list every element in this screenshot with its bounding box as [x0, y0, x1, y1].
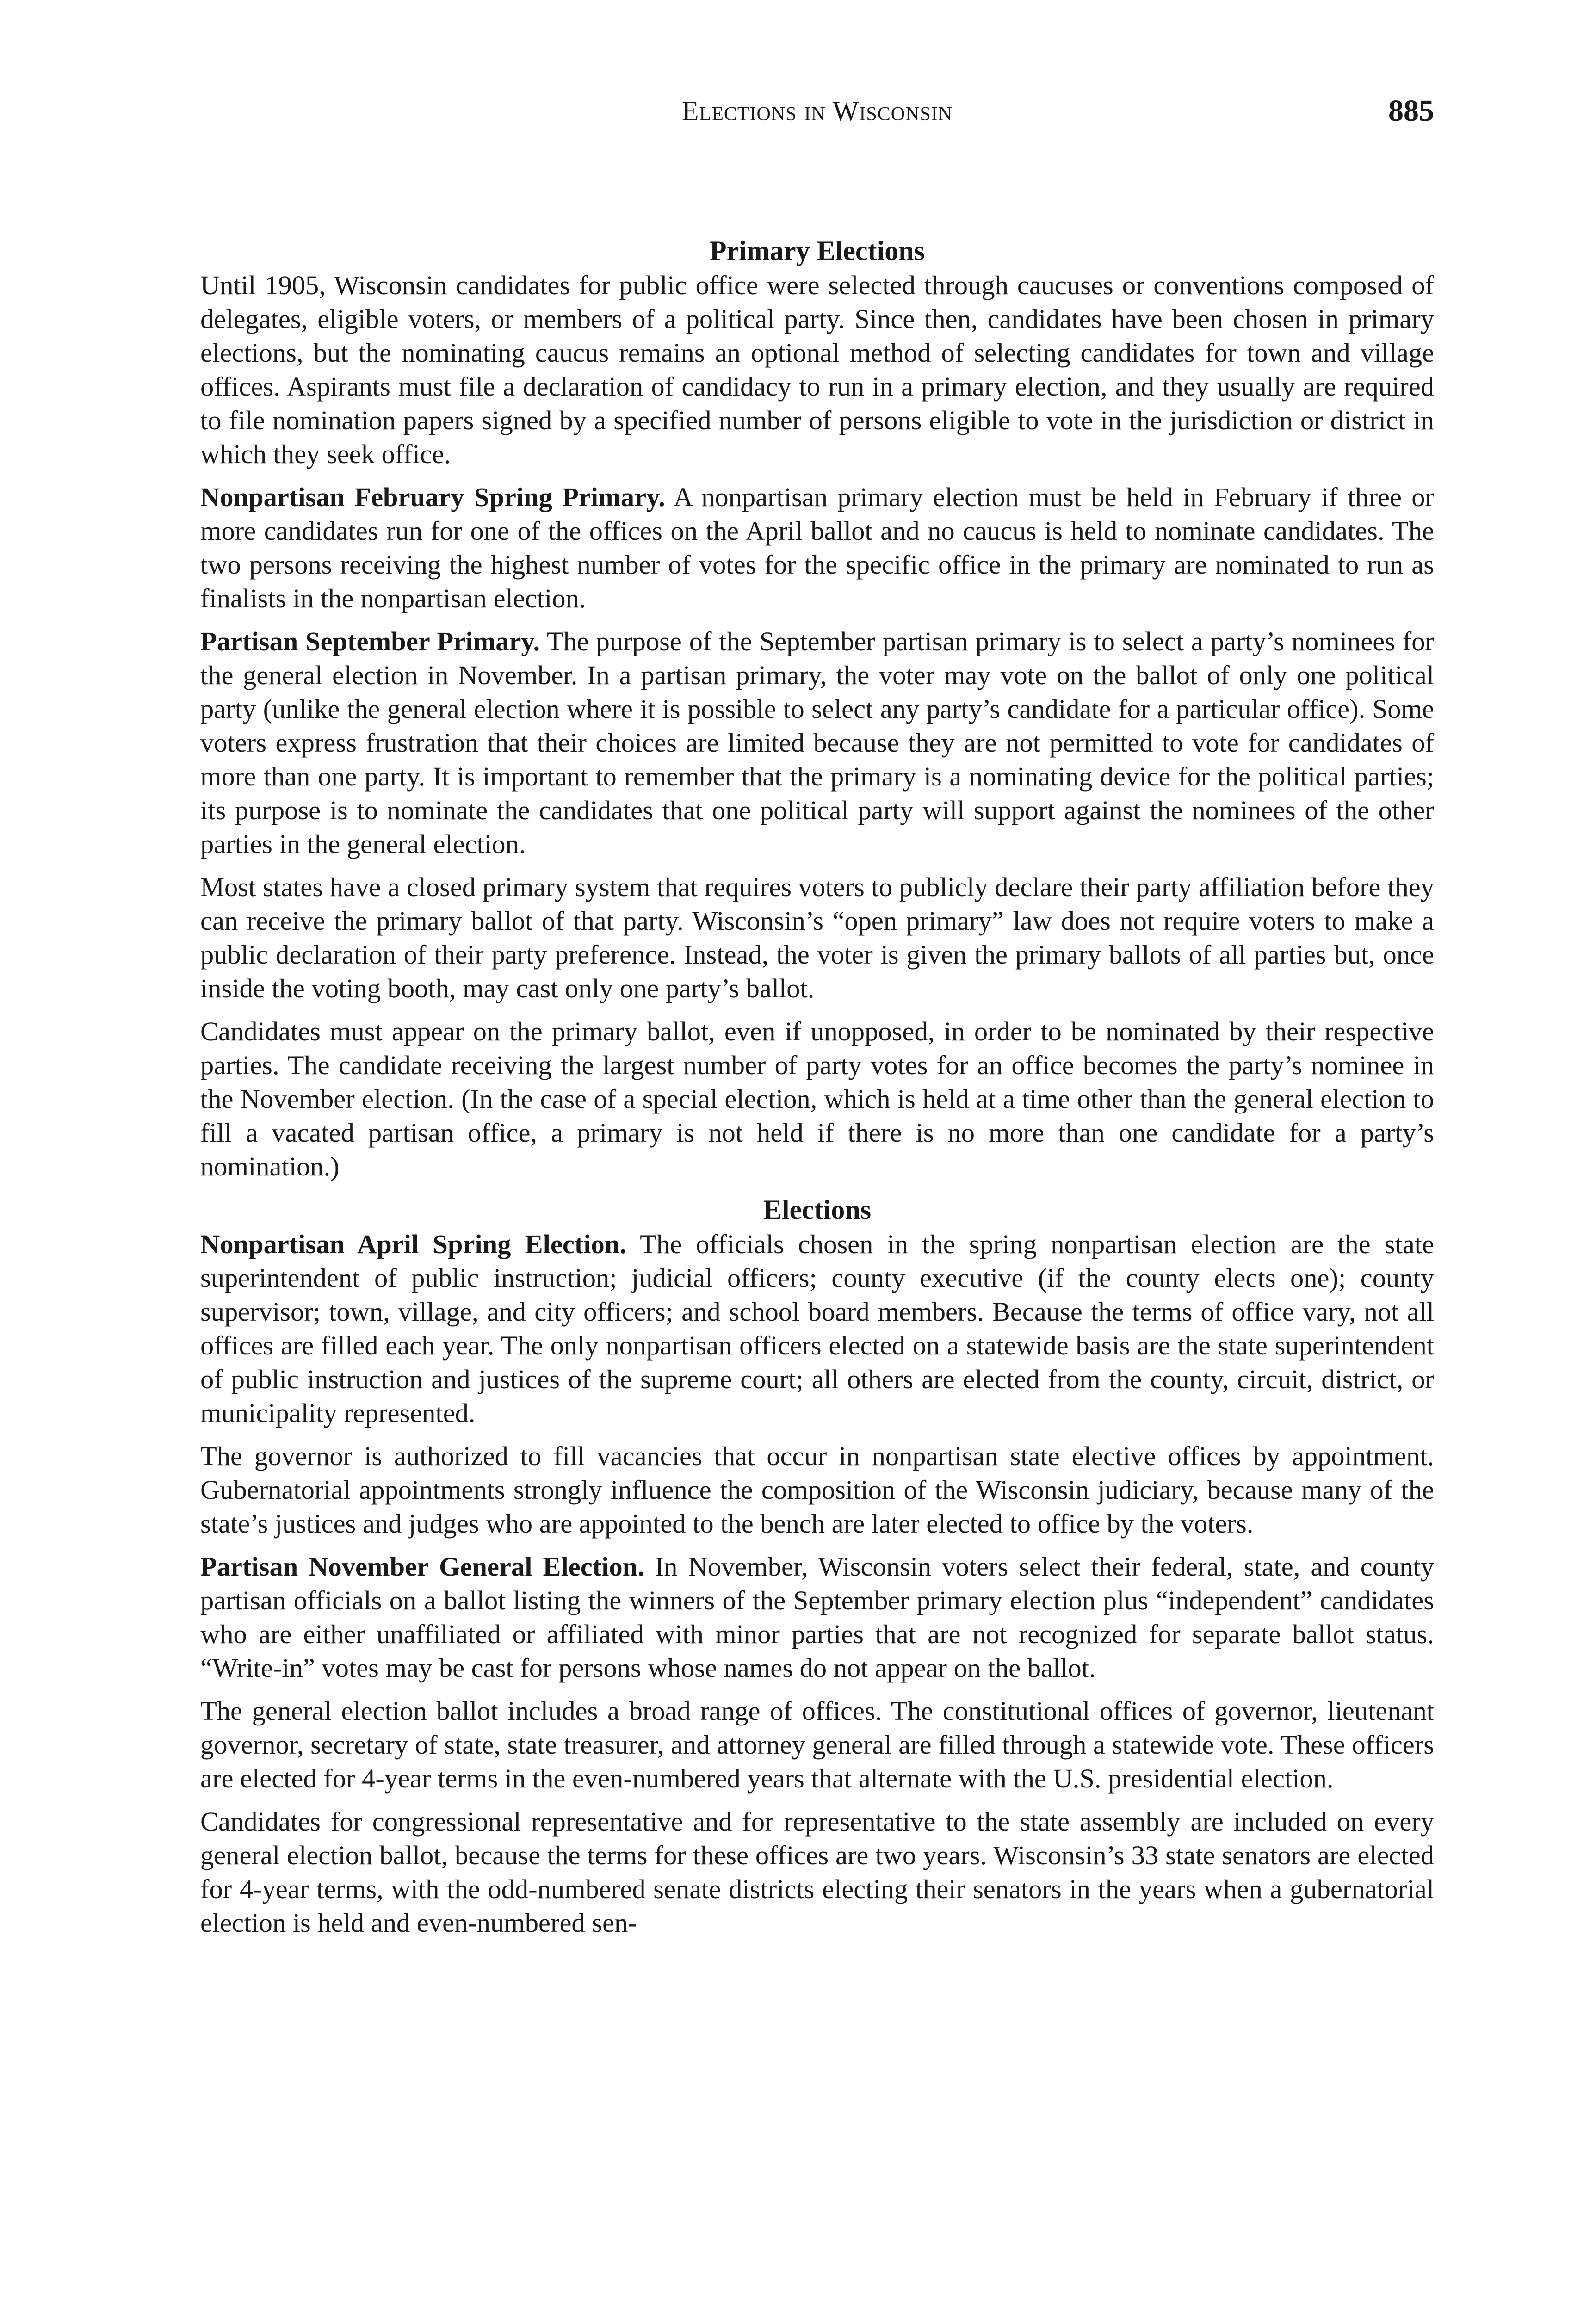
paragraph-congressional: Candidates for congressional representative and for representative to the state assembly are included on every general election ballot, because the terms for these offices are two years. Wisconsin’s 33 state senators are elected for 4-year terms, with the odd-numbered senate districts electing their senators in the years when a gubernatorial election is held and even-numbered sen-	[200, 1806, 1434, 1938]
document-page	[200, 0, 1434, 2313]
paragraph-text: The purpose of the September partisan primary is to select a party’s nominees for the general election in November. In a partisan primary, the voter may vote on the ballot of only one political party (unlike the general election where it is possible to select any party’s candidate for a particular office). Some voters express frustration that their choices are limited because they are not permitted to vote for candidates of more than one party. It is important to remember that the primary is a nominating device for the political parties; its purpose is to nominate the candidates that one political party will support against the nominees of the other parties in the general election.	[200, 626, 1435, 859]
paragraph-nonpartisan-february	[200, 480, 1434, 615]
run-in-heading-partisan-september: Partisan September Primary.	[200, 626, 540, 656]
paragraph-partisan-september	[200, 625, 1434, 861]
run-in-heading-nonpartisan-april: Nonpartisan April Spring Election.	[200, 1229, 626, 1259]
paragraph-closed-primary: Most states have a closed primary system that requires voters to publicly declare their party affiliation before they can receive the primary ballot of that party. Wisconsin’s “open primary” law does not require voters to make a public declaration of their party preference. Instead, the voter is given the primary ballots of all parties but, once inside the voting booth, may cast only one party’s ballot.	[200, 872, 1434, 1003]
paragraph-partisan-november	[200, 1550, 1434, 1685]
document-body	[200, 234, 1434, 1940]
run-in-heading-partisan-november: Partisan November General Election.	[200, 1552, 644, 1582]
paragraph-text: In November, Wisconsin voters select their federal, state, and county partisan officials on a ballot listing the winners of the September primary election plus “independent” candidates who are either unaffiliated or affiliated with minor parties that are not recognized for separate ballot status. “Write-in” votes may be cast for persons whose names do not appear on the ballot.	[200, 1552, 1434, 1683]
paragraph-governor-vacancies: The governor is authorized to fill vacancies that occur in nonpartisan state elective offices by appointment. Gubernatorial appointments strongly influence the composition of the Wisconsin judiciary, because many of the state’s justices and judges who are appointed to the bench are later elected to office by the voters.	[200, 1441, 1434, 1539]
section-heading-primary-elections: Primary Elections	[710, 235, 925, 266]
run-in-heading-nonpartisan-february: Nonpartisan February Spring Primary.	[200, 482, 665, 512]
section-heading-elections: Elections	[763, 1194, 872, 1225]
paragraph-primary-intro: Until 1905, Wisconsin candidates for public office were selected through caucuses or conventions composed of delegates, eligible voters, or members of a political party. Since then, candidates have been chosen in primary elections, but the nominating caucus remains an optional method of selecting candidates for town and village offices. Aspirants must file a declaration of candidacy to run in a primary election, and they usually are required to file nomination papers signed by a specified number of persons eligible to vote in the jurisdiction or district in which they seek office.	[200, 270, 1434, 469]
paragraph-nonpartisan-april	[200, 1227, 1434, 1430]
paragraph-candidates-must-appear: Candidates must appear on the primary ballot, even if unopposed, in order to be nominated by their respective parties. The candidate receiving the largest number of party votes for an office becomes the party’s nominee in the November election. (In the case of a special election, which is held at a time other than the general election to fill a vacated partisan office, a primary is not held if there is no more than one candidate for a party’s nomination.)	[200, 1016, 1434, 1181]
page-number: 885	[1388, 94, 1434, 128]
paragraph-text: The officials chosen in the spring nonpartisan election are the state superintendent of public instruction; judicial officers; county executive (if the county elects one); county supervisor; town, village, and city officers; and school board members. Because the terms of office vary, not all offices are filled each year. The only nonpartisan officers elected on a statewide basis are the state superintendent of public instruction and justices of the supreme court; all others are elected from the county, circuit, district, or municipality represented.	[200, 1229, 1435, 1428]
paragraph-general-ballot: The general election ballot includes a broad range of offices. The constitutional offices of governor, lieutenant governor, secretary of state, state treasurer, and attorney general are filled through a statewide vote. These officers are elected for 4-year terms in the even-numbered years that alternate with the U.S. presidential election.	[200, 1696, 1434, 1794]
running-title: Elections in Wisconsin	[681, 96, 953, 126]
running-header	[200, 93, 1434, 148]
paragraph-text: A nonpartisan primary election must be held in February if three or more candidates run for one of the offices on the April ballot and no caucus is held to nominate candidates. The two persons receiving the highest number of votes for the specific office in the primary are nominated to run as finalists in the nonpartisan election.	[200, 482, 1435, 613]
